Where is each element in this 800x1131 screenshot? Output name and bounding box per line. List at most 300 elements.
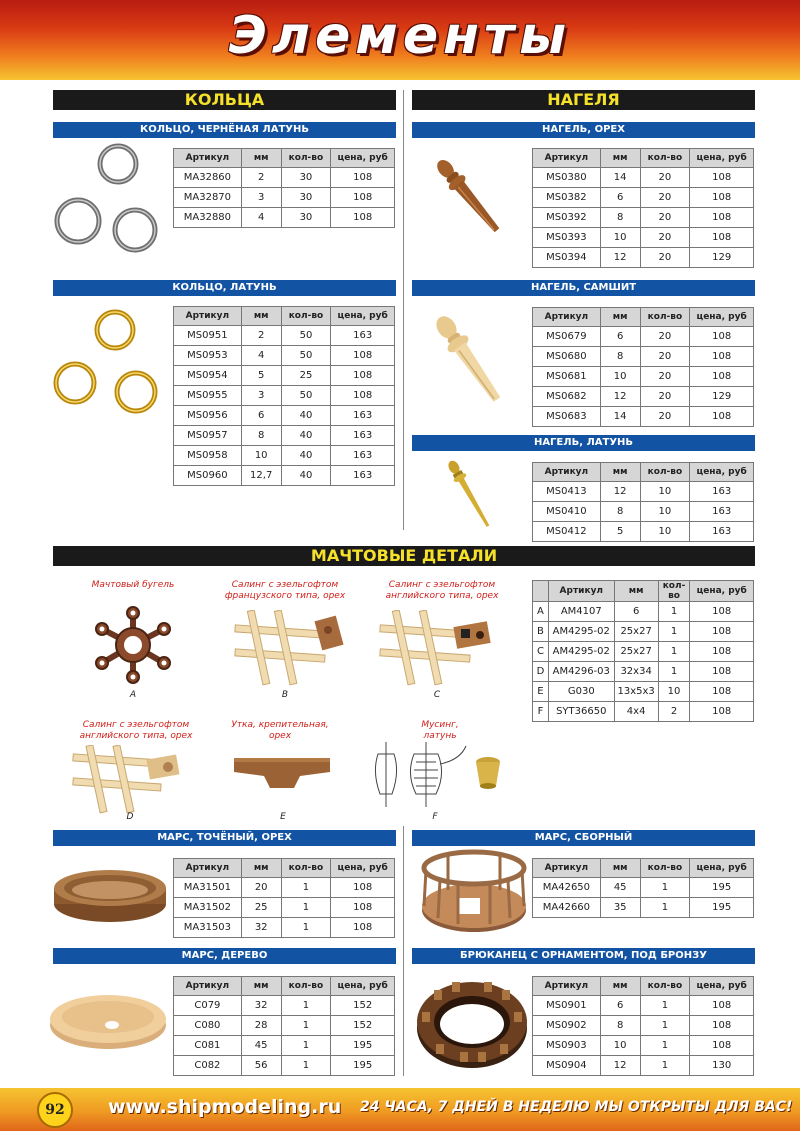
table-cell: MA31503 xyxy=(174,918,242,938)
table-cell: 2 xyxy=(658,702,690,722)
table-row xyxy=(533,662,754,682)
table-cell: 163 xyxy=(331,426,395,446)
hawse-table xyxy=(532,976,754,1076)
table-cell: 163 xyxy=(331,466,395,486)
table-cell: 1 xyxy=(658,642,690,662)
table-cell: 1 xyxy=(658,662,690,682)
mast-band-image xyxy=(90,605,176,685)
table-cell: 6 xyxy=(600,188,640,208)
table-cell: 5 xyxy=(600,522,640,542)
table-row xyxy=(533,482,754,502)
mast-caption-d: Салинг с эзельгофтом английского типа, орех xyxy=(79,720,193,741)
col-artikul: Артикул xyxy=(533,859,601,878)
wood-top-image xyxy=(46,985,171,1055)
table-row xyxy=(533,642,754,662)
table-cell: 163 xyxy=(331,406,395,426)
col-price: цена, руб xyxy=(690,581,754,602)
table-cell: 50 xyxy=(281,326,331,346)
table-row xyxy=(174,918,395,938)
table-cell: 163 xyxy=(690,502,754,522)
nagel-walnut-header: НАГЕЛЬ, ОРЕХ xyxy=(412,122,755,138)
table-cell: 14 xyxy=(600,168,640,188)
section-mast-header: МАЧТОВЫЕ ДЕТАЛИ xyxy=(53,546,755,566)
black-brass-rings-image xyxy=(52,140,167,258)
col-artikul: Артикул xyxy=(174,977,242,996)
table-cell: 1 xyxy=(640,878,690,898)
mars-wood-header: МАРС, ДЕРЕВО xyxy=(53,948,396,964)
table-row xyxy=(533,602,754,622)
table-cell: MS0957 xyxy=(174,426,242,446)
col-mm: мм xyxy=(600,463,640,482)
col-letter xyxy=(533,581,549,602)
table-cell: MS0682 xyxy=(533,387,601,407)
table-cell: 56 xyxy=(241,1056,281,1076)
table-row xyxy=(533,188,754,208)
table-cell: 32x34 xyxy=(614,662,658,682)
table-cell: MA32870 xyxy=(174,188,242,208)
page-number: 92 xyxy=(37,1092,73,1128)
mast-letter-f: F xyxy=(432,812,438,822)
col-price: цена, руб xyxy=(690,463,754,482)
col-artikul: Артикул xyxy=(533,977,601,996)
table-cell: 1 xyxy=(281,918,331,938)
table-cell: MS0683 xyxy=(533,407,601,427)
table-cell: 4 xyxy=(241,346,281,366)
table-cell: 10 xyxy=(640,482,690,502)
table-row xyxy=(174,446,395,466)
table-cell: 1 xyxy=(640,898,690,918)
table-cell: 32 xyxy=(241,996,281,1016)
mars-turned-table xyxy=(173,858,395,938)
table-cell: C081 xyxy=(174,1036,242,1056)
table-cell: AM4107 xyxy=(548,602,614,622)
table-row xyxy=(533,347,754,367)
table-cell: MS0679 xyxy=(533,327,601,347)
mousing-image xyxy=(370,742,510,807)
mars-assembled-header: МАРС, СБОРНЫЙ xyxy=(412,830,755,846)
table-cell: 108 xyxy=(690,327,754,347)
table-cell: MS0410 xyxy=(533,502,601,522)
brass-rings-image xyxy=(52,300,167,420)
table-cell: 108 xyxy=(690,682,754,702)
table-cell: 108 xyxy=(331,898,395,918)
mars-wood-table xyxy=(173,976,395,1076)
table-cell: 30 xyxy=(281,168,331,188)
table-cell: 10 xyxy=(640,522,690,542)
col-mm: мм xyxy=(600,859,640,878)
table-cell: MS0958 xyxy=(174,446,242,466)
ring-black-header: КОЛЬЦО, ЧЕРНЁНАЯ ЛАТУНЬ xyxy=(53,122,396,138)
col-artikul: Артикул xyxy=(174,149,242,168)
table-cell: 195 xyxy=(690,878,754,898)
table-cell: AM4295-02 xyxy=(548,642,614,662)
table-cell: 8 xyxy=(241,426,281,446)
table-cell: 152 xyxy=(331,1016,395,1036)
table-cell: 1 xyxy=(640,1056,690,1076)
nagel-boxwood-header: НАГЕЛЬ, САМШИТ xyxy=(412,280,755,296)
mast-letter-c: C xyxy=(433,690,441,700)
col-artikul: Артикул xyxy=(533,463,601,482)
mast-letter-a: A xyxy=(129,690,137,700)
table-cell: D xyxy=(533,662,549,682)
table-cell: 20 xyxy=(640,228,690,248)
mast-letter-b: B xyxy=(281,690,289,700)
table-cell: C082 xyxy=(174,1056,242,1076)
table-row xyxy=(174,1036,395,1056)
table-cell: 10 xyxy=(241,446,281,466)
table-cell: 6 xyxy=(600,996,640,1016)
table-cell: 12,7 xyxy=(241,466,281,486)
table-cell: 40 xyxy=(281,406,331,426)
assembled-top-image xyxy=(418,848,530,938)
table-cell: F xyxy=(533,702,549,722)
website-link[interactable]: www.shipmodeling.ru xyxy=(108,1096,342,1118)
table-cell: 5 xyxy=(241,366,281,386)
table-cell: 108 xyxy=(331,878,395,898)
table-cell: 163 xyxy=(331,446,395,466)
table-cell: MS0960 xyxy=(174,466,242,486)
table-cell: 13x5x3 xyxy=(614,682,658,702)
mast-parts-table xyxy=(532,580,754,722)
table-row xyxy=(533,996,754,1016)
table-cell: MS0956 xyxy=(174,406,242,426)
col-qty: кол-во xyxy=(281,307,331,326)
table-cell: 163 xyxy=(690,482,754,502)
table-cell: 108 xyxy=(690,642,754,662)
table-cell: 6 xyxy=(600,327,640,347)
col-artikul: Артикул xyxy=(174,859,242,878)
table-cell: 1 xyxy=(281,996,331,1016)
table-cell: 10 xyxy=(600,1036,640,1056)
table-cell: 6 xyxy=(241,406,281,426)
col-qty: кол-во xyxy=(281,859,331,878)
table-cell: 163 xyxy=(331,326,395,346)
table-cell: 12 xyxy=(600,248,640,268)
table-cell: C080 xyxy=(174,1016,242,1036)
table-cell: 108 xyxy=(690,347,754,367)
table-cell: 129 xyxy=(690,248,754,268)
table-row xyxy=(174,188,395,208)
table-cell: 130 xyxy=(690,1056,754,1076)
table-cell: 20 xyxy=(640,168,690,188)
table-row xyxy=(174,326,395,346)
table-cell: 2 xyxy=(241,326,281,346)
table-cell: 108 xyxy=(690,367,754,387)
table-cell: 108 xyxy=(690,602,754,622)
table-cell: 195 xyxy=(690,898,754,918)
col-mm: мм xyxy=(241,149,281,168)
table-row xyxy=(533,682,754,702)
table-cell: 20 xyxy=(640,367,690,387)
col-artikul: Артикул xyxy=(533,149,601,168)
col-price: цена, руб xyxy=(331,149,395,168)
table-cell: 40 xyxy=(281,446,331,466)
table-cell: MS0412 xyxy=(533,522,601,542)
table-cell: 1 xyxy=(281,878,331,898)
ring-brass-header: КОЛЬЦО, ЛАТУНЬ xyxy=(53,280,396,296)
table-cell: 163 xyxy=(690,522,754,542)
table-cell: 25x27 xyxy=(614,622,658,642)
col-price: цена, руб xyxy=(690,149,754,168)
table-cell: 108 xyxy=(331,168,395,188)
table-cell: 25 xyxy=(281,366,331,386)
table-row xyxy=(533,1056,754,1076)
mast-caption-f: Мусинг, латунь xyxy=(421,720,459,741)
table-cell: 10 xyxy=(600,228,640,248)
table-row xyxy=(533,367,754,387)
col-artikul: Артикул xyxy=(533,308,601,327)
table-cell: 108 xyxy=(690,1036,754,1056)
table-cell: 12 xyxy=(600,482,640,502)
col-mm: мм xyxy=(600,149,640,168)
col-qty: кол-во xyxy=(281,149,331,168)
col-qty: кол-во xyxy=(640,149,690,168)
table-cell: 8 xyxy=(600,1016,640,1036)
table-cell: 108 xyxy=(331,366,395,386)
column-divider xyxy=(403,826,404,1076)
table-cell: 1 xyxy=(658,622,690,642)
table-cell: 4x4 xyxy=(614,702,658,722)
table-cell: 108 xyxy=(690,407,754,427)
nagel-boxwood-table xyxy=(532,307,754,427)
table-cell: 20 xyxy=(241,878,281,898)
table-cell: MS0393 xyxy=(533,228,601,248)
mast-caption-c: Салинг с эзельгофтом английского типа, орех xyxy=(385,580,499,601)
table-row xyxy=(533,522,754,542)
table-cell: 1 xyxy=(658,602,690,622)
table-row xyxy=(174,1056,395,1076)
table-cell: 1 xyxy=(281,1056,331,1076)
table-cell: E xyxy=(533,682,549,702)
table-cell: SYT36650 xyxy=(548,702,614,722)
table-cell: MS0380 xyxy=(533,168,601,188)
col-mm: мм xyxy=(241,859,281,878)
table-cell: 3 xyxy=(241,188,281,208)
table-cell: 28 xyxy=(241,1016,281,1036)
table-cell: 14 xyxy=(600,407,640,427)
table-cell: 129 xyxy=(690,387,754,407)
table-cell: MA32860 xyxy=(174,168,242,188)
table-row xyxy=(174,996,395,1016)
mars-turned-header: МАРС, ТОЧЁНЫЙ, ОРЕХ xyxy=(53,830,396,846)
table-cell: 20 xyxy=(640,347,690,367)
table-cell: 108 xyxy=(690,622,754,642)
table-cell: 40 xyxy=(281,426,331,446)
table-row xyxy=(533,1036,754,1056)
table-cell: B xyxy=(533,622,549,642)
table-cell: 108 xyxy=(690,208,754,228)
table-cell: C xyxy=(533,642,549,662)
table-cell: 1 xyxy=(640,1036,690,1056)
mast-letter-e: E xyxy=(280,812,286,822)
table-cell: 3 xyxy=(241,386,281,406)
table-cell: 8 xyxy=(600,502,640,522)
table-row xyxy=(533,622,754,642)
table-cell: MS0413 xyxy=(533,482,601,502)
table-row xyxy=(533,1016,754,1036)
table-cell: MA42660 xyxy=(533,898,601,918)
table-cell: MS0951 xyxy=(174,326,242,346)
table-cell: MS0904 xyxy=(533,1056,601,1076)
table-row xyxy=(174,898,395,918)
table-cell: MS0953 xyxy=(174,346,242,366)
table-row xyxy=(174,168,395,188)
table-cell: 4 xyxy=(241,208,281,228)
table-cell: MS0681 xyxy=(533,367,601,387)
cleat-image xyxy=(232,752,332,802)
table-row xyxy=(174,346,395,366)
table-row xyxy=(533,878,754,898)
boxwood-nagel-image xyxy=(425,306,515,416)
table-row xyxy=(533,898,754,918)
table-cell: MS0903 xyxy=(533,1036,601,1056)
table-cell: MA32880 xyxy=(174,208,242,228)
col-artikul: Артикул xyxy=(174,307,242,326)
mars-assembled-table xyxy=(532,858,754,918)
table-cell: 45 xyxy=(600,878,640,898)
ring-brass-table xyxy=(173,306,395,486)
table-cell: 32 xyxy=(241,918,281,938)
table-cell: 30 xyxy=(281,208,331,228)
table-cell: 108 xyxy=(331,188,395,208)
nagel-brass-header: НАГЕЛЬ, ЛАТУНЬ xyxy=(412,435,755,451)
table-cell: 108 xyxy=(331,918,395,938)
table-cell: MA31501 xyxy=(174,878,242,898)
table-row xyxy=(533,208,754,228)
page-title: Элементы xyxy=(228,6,572,66)
table-cell: MS0955 xyxy=(174,386,242,406)
column-divider xyxy=(403,90,404,530)
brass-nagel-image xyxy=(435,455,505,535)
table-cell: 20 xyxy=(640,188,690,208)
table-cell: 1 xyxy=(640,1016,690,1036)
col-qty: кол-во xyxy=(640,463,690,482)
table-cell: 108 xyxy=(690,228,754,248)
english-crosstree-image xyxy=(375,610,495,690)
table-cell: 8 xyxy=(600,347,640,367)
mast-caption-b: Салинг с эзельгофтом французского типа, орех xyxy=(224,580,346,601)
table-row xyxy=(533,407,754,427)
table-cell: 108 xyxy=(690,996,754,1016)
table-cell: 25 xyxy=(241,898,281,918)
col-price: цена, руб xyxy=(331,859,395,878)
table-row xyxy=(533,702,754,722)
table-cell: 10 xyxy=(640,502,690,522)
section-nagels-header: НАГЕЛЯ xyxy=(412,90,755,110)
nagel-walnut-table xyxy=(532,148,754,268)
table-cell: MS0902 xyxy=(533,1016,601,1036)
nagel-brass-table xyxy=(532,462,754,542)
hawse-header: БРЮКАНЕЦ С ОРНАМЕНТОМ, ПОД БРОНЗУ xyxy=(412,948,755,964)
table-cell: 108 xyxy=(690,188,754,208)
turned-top-image xyxy=(50,860,170,930)
table-cell: 108 xyxy=(690,702,754,722)
table-cell: 25x27 xyxy=(614,642,658,662)
table-row xyxy=(533,327,754,347)
mast-caption-e: Утка, крепительная, орех xyxy=(231,720,329,741)
table-cell: C079 xyxy=(174,996,242,1016)
col-qty: кол-во xyxy=(658,581,690,602)
table-row xyxy=(174,366,395,386)
slogan: 24 ЧАСА, 7 ДНЕЙ В НЕДЕЛЮ МЫ ОТКРЫТЫ ДЛЯ ВАС! xyxy=(360,1099,793,1115)
page-header xyxy=(0,0,800,80)
table-cell: 40 xyxy=(281,466,331,486)
table-cell: 20 xyxy=(640,248,690,268)
table-cell: 195 xyxy=(331,1036,395,1056)
table-cell: 20 xyxy=(640,407,690,427)
table-cell: 50 xyxy=(281,386,331,406)
hawse-image xyxy=(414,968,530,1074)
table-cell: MS0680 xyxy=(533,347,601,367)
table-row xyxy=(533,168,754,188)
table-cell: 108 xyxy=(690,1016,754,1036)
table-row xyxy=(533,248,754,268)
table-row xyxy=(533,502,754,522)
table-cell: 6 xyxy=(614,602,658,622)
table-cell: 8 xyxy=(600,208,640,228)
table-cell: 152 xyxy=(331,996,395,1016)
table-row xyxy=(533,387,754,407)
table-cell: 10 xyxy=(600,367,640,387)
table-cell: AM4296-03 xyxy=(548,662,614,682)
table-row xyxy=(533,228,754,248)
table-cell: 108 xyxy=(331,386,395,406)
table-cell: 1 xyxy=(281,1036,331,1056)
table-cell: 108 xyxy=(331,208,395,228)
col-qty: кол-во xyxy=(640,859,690,878)
table-cell: 45 xyxy=(241,1036,281,1056)
table-row xyxy=(174,208,395,228)
col-mm: мм xyxy=(614,581,658,602)
col-price: цена, руб xyxy=(690,308,754,327)
table-cell: 50 xyxy=(281,346,331,366)
table-row xyxy=(174,1016,395,1036)
table-cell: 12 xyxy=(600,387,640,407)
section-rings-header: КОЛЬЦА xyxy=(53,90,396,110)
col-qty: кол-во xyxy=(281,977,331,996)
col-price: цена, руб xyxy=(331,977,395,996)
table-cell: 12 xyxy=(600,1056,640,1076)
table-cell: A xyxy=(533,602,549,622)
table-cell: 2 xyxy=(241,168,281,188)
table-cell: 108 xyxy=(331,346,395,366)
col-price: цена, руб xyxy=(690,859,754,878)
table-cell: MA31502 xyxy=(174,898,242,918)
table-cell: 1 xyxy=(281,898,331,918)
table-cell: 20 xyxy=(640,208,690,228)
table-row xyxy=(174,878,395,898)
ring-black-table xyxy=(173,148,395,228)
table-cell: MS0382 xyxy=(533,188,601,208)
table-cell: MS0394 xyxy=(533,248,601,268)
table-cell: 20 xyxy=(640,387,690,407)
table-cell: 20 xyxy=(640,327,690,347)
table-row xyxy=(174,426,395,446)
table-row xyxy=(174,406,395,426)
table-cell: G030 xyxy=(548,682,614,702)
col-artikul: Артикул xyxy=(548,581,614,602)
col-price: цена, руб xyxy=(690,977,754,996)
walnut-nagel-image xyxy=(425,148,515,248)
table-cell: MA42650 xyxy=(533,878,601,898)
table-row xyxy=(174,386,395,406)
table-cell: 10 xyxy=(658,682,690,702)
mast-caption-a: Мачтовый бугель xyxy=(91,580,175,590)
table-cell: 1 xyxy=(281,1016,331,1036)
mast-letter-d: D xyxy=(126,812,134,822)
french-crosstree-image xyxy=(230,610,350,690)
col-mm: мм xyxy=(600,977,640,996)
